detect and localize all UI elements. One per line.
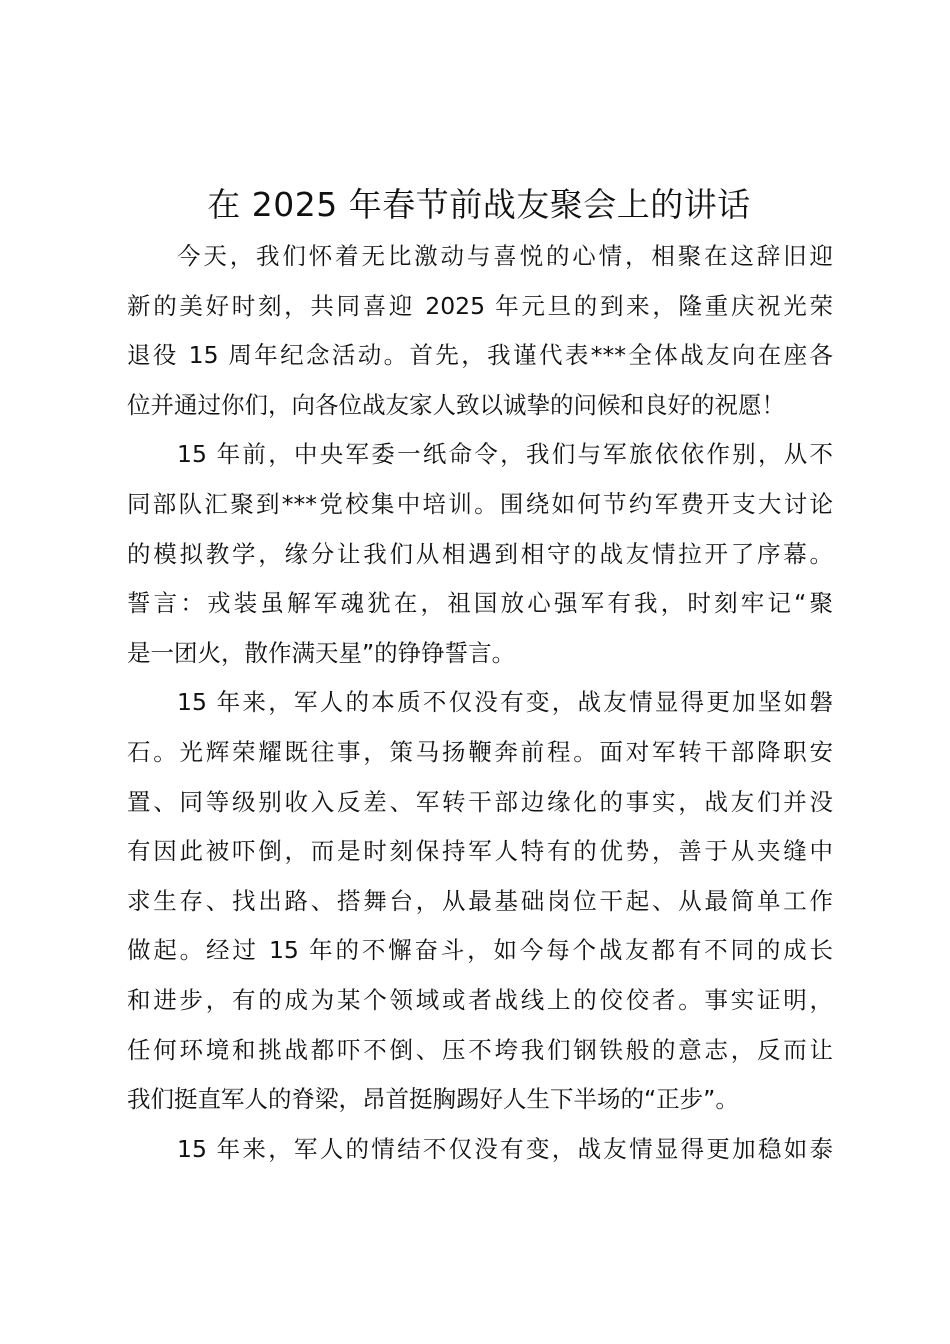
text-line: 新的美好时刻，共同喜迎 2025 年元旦的到来，隆重庆祝光荣 [127,291,833,320]
text-line: 是一团火，散作满天星”的铮铮誓言。 [127,638,516,667]
text-line: 15 年前，中央军委一纸命令，我们与军旅依依作别，从不 [177,440,833,469]
document-title: 在 2025 年春节前战友聚会上的讲话 [207,185,751,224]
text-line: 求生存、找出路、搭舞台，从最基础岗位干起、从最简单工作 [127,886,833,915]
text-line: 的模拟教学，缘分让我们从相遇到相守的战友情拉开了序幕。 [127,539,833,568]
text-line: 誓言：戎装虽解军魂犹在，祖国放心强军有我，时刻牢记“聚 [127,589,833,618]
text-line: 同部队汇聚到***党校集中培训。围绕如何节约军费开支大讨论 [127,489,833,518]
text-line: 今天，我们怀着无比激动与喜悦的心情，相聚在这辞旧迎 [177,242,833,270]
text-line: 退役 15 周年纪念活动。首先，我谨代表***全体战友向在座各 [127,341,833,370]
text-line: 15 年来，军人的情结不仅没有变，战友情显得更加稳如泰 [177,1134,833,1163]
document-body [127,232,833,1174]
text-line: 和进步，有的成为某个领域或者战线上的佼佼者。事实证明， [127,985,833,1014]
text-line: 任何环境和挑战都吓不倒、压不垮我们钢铁般的意志，反而让 [127,1035,833,1064]
text-line: 15 年来，军人的本质不仅没有变，战友情显得更加坚如磐 [177,688,833,717]
text-line: 位并通过你们，向各位战友家人致以诚挚的问候和良好的祝愿！ [127,390,785,419]
text-line: 置、同等级别收入反差、军转干部边缘化的事实，战友们并没 [127,787,833,816]
text-line: 做起。经过 15 年的不懈奋斗，如今每个战友都有不同的成长 [127,936,833,965]
text-line: 石。光辉荣耀既往事，策马扬鞭奔前程。面对军转干部降职安 [127,737,833,766]
text-line: 有因此被吓倒，而是时刻保持军人特有的优势，善于从夹缝中 [127,837,833,866]
text-line: 我们挺直军人的脊梁，昂首挺胸踢好人生下半场的“正步”。 [127,1085,739,1114]
